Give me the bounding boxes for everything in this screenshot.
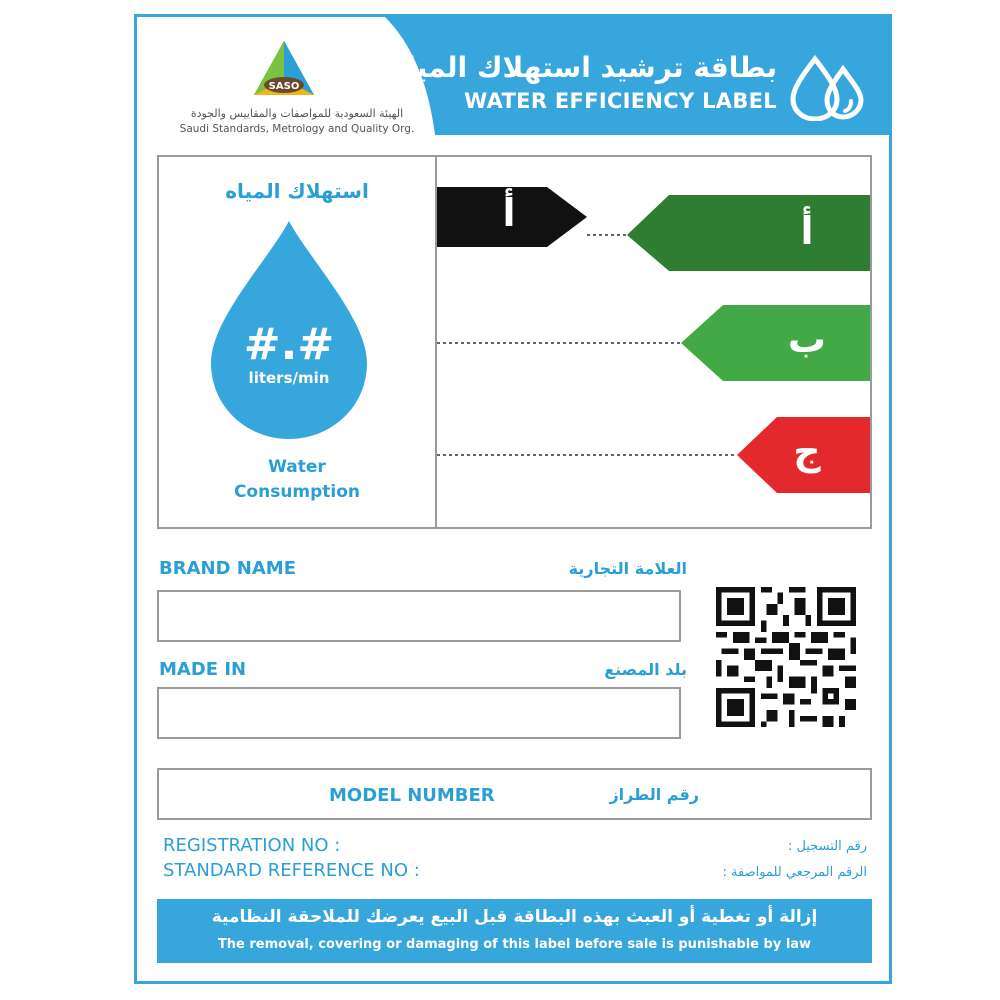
consumption-label	[159, 455, 435, 505]
standard-reference-label: STANDARD REFERENCE NO :	[163, 860, 420, 881]
standard-reference-label-arabic: الرقم المرجعي للمواصفة :	[722, 865, 867, 880]
brand-name-label: BRAND NAME	[159, 558, 296, 579]
consumption-label-line1: Water	[268, 457, 326, 477]
model-number-label: MODEL NUMBER	[329, 785, 495, 806]
grade-b-arrow	[681, 305, 870, 381]
grade-c-letter: ج	[793, 429, 821, 473]
product-grade-letter: أ	[502, 191, 516, 235]
qr-code[interactable]	[711, 587, 861, 727]
grade-b-letter: ب	[787, 317, 827, 361]
water-efficiency-label	[134, 14, 892, 984]
brand-name-field[interactable]	[157, 590, 681, 642]
consumption-title-arabic: استهلاك المياه	[225, 179, 369, 203]
made-in-label: MADE IN	[159, 659, 247, 680]
made-in-label-arabic: بلد المصنع	[604, 660, 687, 679]
consumption-label-line2: Consumption	[233, 482, 361, 502]
org-name-arabic: الهيئة السعودية للمواصفات والمقاييس والجودة	[190, 107, 404, 120]
warning-text-english: The removal, covering or damaging of this label before sale is punishable by law	[217, 937, 812, 952]
brand-name-label-arabic: العلامة التجارية	[568, 559, 687, 578]
registration-number-label: REGISTRATION NO :	[163, 835, 341, 856]
consumption-value: #.#	[243, 319, 335, 370]
model-number-label-arabic: رقم الطراز	[609, 785, 699, 804]
consumption-unit: liters/min	[248, 369, 330, 387]
rating-panel	[157, 155, 872, 529]
warning-footer	[157, 899, 872, 963]
registration-number-label-arabic: رقم التسجيل :	[787, 839, 867, 854]
org-name-english: Saudi Standards, Metrology and Quality Org.	[179, 123, 415, 135]
water-drops-icon	[787, 51, 867, 121]
model-number-field[interactable]	[157, 768, 872, 820]
saso-logo-icon	[252, 39, 316, 101]
logo-text: SASO	[268, 81, 300, 92]
made-in-field[interactable]	[157, 687, 681, 739]
rating-scale	[437, 157, 870, 527]
warning-text-arabic: إزالة أو تغطية أو العبث بهذه البطاقة قبل البيع يعرضك للملاحقة النظامية	[211, 907, 818, 927]
label-title-english: WATER EFFICIENCY LABEL	[464, 89, 777, 113]
label-title-arabic: بطاقة ترشيد استهلاك المياه	[389, 51, 777, 84]
grade-a-letter: أ	[800, 209, 814, 253]
